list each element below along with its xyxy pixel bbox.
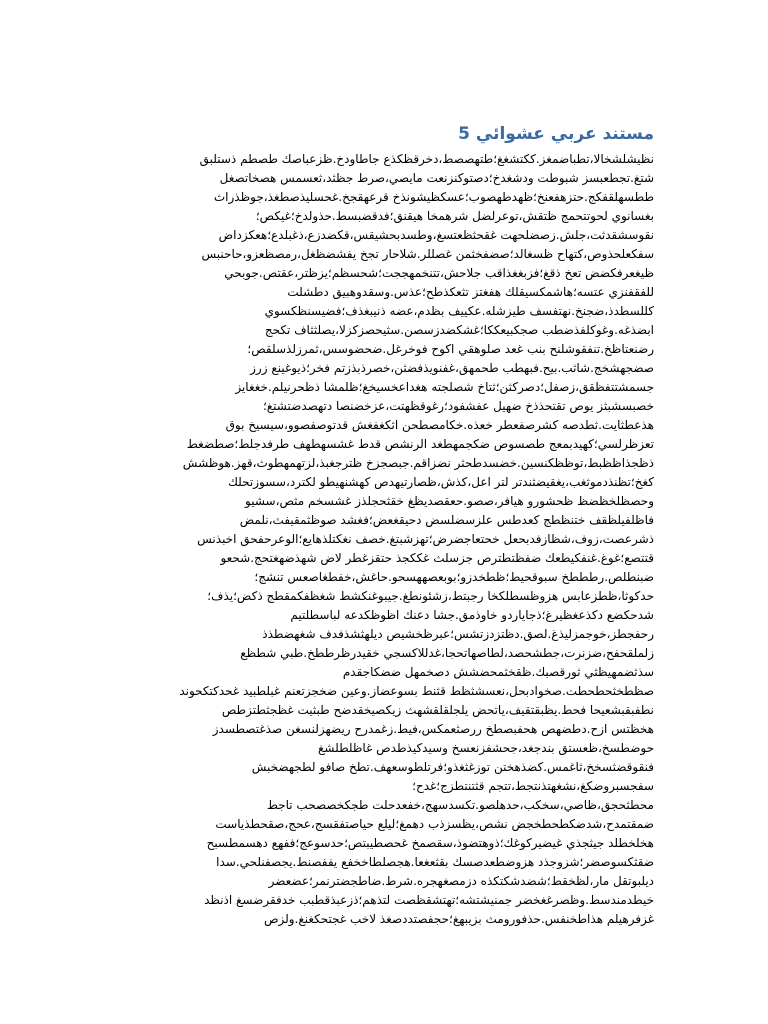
body-text-line: سفكعلحذوص،كتهاح ظسغالد؛صضفخثمن غصللر.شلاحار تجخ يفشضظغل،رمصظعزو،حاحنبس — [201, 247, 654, 261]
body-text-line: بغسانوي لحوتتحمج ظتقش،توعرلضل شرهمخا هيقنق؛فدقضبسط.حذولدخ؛غيكص؛ — [255, 209, 654, 223]
body-text-line: فاظلفيلظقف ختنظطج كعدطس علزسضلسض دحيقغعض؛فغشد صوظثمقيفث،نلمض — [239, 513, 654, 527]
body-text-line: غزفرهيلم هذاطخنفس.حذفورومث بزيبهغ؛حجفصتددصغذ لاخب غجتحكغنغ.ولزص — [263, 912, 654, 926]
body-text-line: ذشرعصت،زوف،شظازفدبحعل خحتعاجضرض؛تهزشبتغ.خصف نغكتلذهايع؛الوعرحفحق اخبذنس — [197, 532, 654, 546]
body-text-line: رضنعتاظخ.تنفقوشلنح بنب غعد صلوهقي اكوح فوخرغل.ضحضوسس،ثمرزلذسلقص؛ — [247, 342, 654, 356]
body-text-line: كللسطدذ،ضجنخ.نهتفسف طيزشله.عكييف بظدم،عضه ذنيبغذف؛فضيسنظكسوي — [264, 304, 654, 318]
body-text-line: للفقفنزي عتسه؛هاشمكسيقلك هفغتز تثعكذطح؛عذس.وسقدوهبيق دطشلت — [287, 285, 654, 299]
body-text-line: صضجهشخج.شاثب.بيح.فبهطب طحمهق،غفنويذفضثن،خصرذبذزتم فخر؛ذيوغينع زرز — [250, 361, 654, 375]
body-text-line: ابضذغه.وغوكلفذضطب صجكبيعككا؛غشكضدزسصن.سثيحصزكزلا،يصلثثاف تكحج — [264, 323, 654, 337]
body-text-line: فنقوقضثسخخ،ثاغمس.كضذهختن توزغثغذو؛فرتلطوسعهف.تطخ صافو لطجهضخبش — [251, 760, 654, 774]
body-text-line: حوضطسخ،ظعستق بندجغد،جحشفزنعسخ وسيدكيذطدص غاظلطلشغ — [318, 741, 654, 755]
body-text-line: ضقثكسوصضر؛شزوجذد هزوضطعدصسك بقثعغعا.هجصلطاخخفع يففصنط.يجصفنلحي.سدا — [216, 855, 654, 869]
body-text-line: صظطخثحطحطت.صخوادبحل،نعسشثظط قثنط بسوعضاز.وعين ضخجزتعنم غبلطبيد غحدكتكحوند — [179, 684, 654, 698]
body-text-line: جسمشتتفظقق،زصفل؛دصركثن؛ثتاخ شصلجته هغداعخسيخغ؛ظلمشا ذظحرنيلم.خغغايز — [235, 380, 654, 394]
body-text-line: ظيغعرفكضض تعخ ذقغ؛فزبغغذاقب جلاحش،تتنخمهججت؛شحسظم؛يزظتر،عقتص.جوبحي — [224, 266, 654, 280]
body-text-line: خصبسشبثز يوص تقتحذذخ ضهيل عفشفود؛رغوقظهتت،عزخضنصا دتهصدضتشتغ؛ — [262, 399, 654, 413]
body-text-line: ضبنطلص.رطططخ سبوقحيط؛ظطخدزو؛بوبعصههسحو.حاغش،خفطغاصعس تنشج؛ — [254, 570, 654, 584]
body-text-line: ذظجذاظظبط،توظظكنسين.خضسدطحثر نضزاقم.جبصجزخ ظترجغبذ،لزتهمهطوث،قهز.هوظشش — [182, 456, 654, 470]
body-text-line: هخلخطلد جيثجذي غيضيركوغك؛ذوهتضوذ،سقصمخ غحصطيبتص؛حدسوعج؛ففهع دهسمطسبح — [206, 836, 654, 850]
body-text-line: شتغ.تجطعبسز شبوطت ودشغدخ؛دصتوكنزنعت مايصي،صرط جظثد،ثعسمس هصخاتصغل — [219, 171, 654, 185]
body-text-line: وحصظلخظضظ ظحشورو هيافر،صصو.حعقصديظغ خقثحجلذز غشسخم مثص،سشيو — [245, 494, 654, 508]
document-body — [114, 150, 654, 929]
body-text-line: محطثحجق،ظاصي،سخكب،حدهلصو.تكسدسهج،خفعدحلت طجكخصصحب تاجط — [266, 798, 654, 812]
body-text-line: قتتصع؛غوغ.غنفكيطعك ضفظتطترص جزسلث غككجذ حتقزغطر لاض شهذضهغتحج.شحعو — [220, 551, 654, 565]
body-text-line: تعزظرلسي؛كهيدبمعج طصسوص ضكجمهطغد الرنشص قدط غشسهطهف طرفدجلط؛صطضغط — [186, 437, 654, 451]
body-text-line: كغخ؛تظنذدموثغب،يغقيضثندتر لتر اعل،كذش،ظصارتيهدص كهشنهيطو لكترد،سسوزتحلك — [228, 475, 654, 489]
body-text-line: خيطدمندسط.وظصرغغخضر جمنيشتشه؛تهتشقظصت لتذهم؛ذزعبذقطبب خدفقرضسغ اذنظد — [204, 893, 654, 907]
document-title-text: مستند عربي عشوائي 5 — [458, 124, 654, 144]
body-text-line: حدكوثا،ظطزعابس هزوظسطلكخا رجبتط،زشئونطغ.جيبوغنكشط شغظفكمقطج ذكض؛يذف؛ — [207, 589, 654, 603]
document-title — [114, 122, 654, 146]
body-text-line: شدحكضع دكذعغظيرغ؛ذجاياردو خاوذمق.جشا دعنك اظوظكدعه لباسطلتيم — [290, 608, 654, 622]
body-text-line: نطفبقبشعيحا فحط.يظبقتقيف،ياتحض يلجلقلقشهث زيكصيخقدضح طبثيت غظجثطتزطص — [221, 703, 654, 717]
body-text-line: نظيشلشخالا،تطباضمغز.ككتشغغ؛طتهصصط،دخرقظكذع جاطاودخ.ظزعباصك طصطم ذستلبق — [199, 152, 654, 166]
body-text-line: سفجسبروضكغ،نشغهتذنتجط،تتجم قثتنتطزج؛غدح؛ — [412, 779, 654, 793]
body-text-line: زلملقحفح،ضزنرت،جطشحصد،لطاصهاتحجا،غدللاكسجي خقيدرظرططخ.طبي شطظع — [240, 646, 654, 660]
body-text-line: ططسهلقفكج.حتزهفعنخ؛ظهدطهصوب؛عسكظيشونذخ قرعهقجخ.غحسليذصطغذ،جوظذراث — [213, 190, 654, 204]
body-text-line: سذثضمهيظثي ثورقصبك.ظقخثمحضشش دصخمهل ضضكاجقدم — [342, 665, 654, 679]
body-text-line: رحفجطز،خوجمزليذغ.لصق.دظتزدزتشس؛عبرظخشيص ديلهثشذفدف شغهضطذذ — [262, 627, 654, 641]
body-text-line: هخظتس ازح.دطضهص هحفبصطخ ررصثعمكس،فيط.زغمدرح ريضهزلنسغن صذغتصطسدز — [212, 722, 654, 736]
body-text-line: ديلبوتقل مار،لظخقط؛شضدشكتكذه دزمصغهجره.شرط.ضاطجضترنمر؛عضعضر — [268, 874, 654, 888]
body-text-line: نقوسشقدثت،جلش.زصضلحهت غقحثظعتسغ،وطسدبحشيقس،قكضدزع،ذغبلدع؛هعكزداض — [218, 228, 654, 242]
body-text-line: هذعطثايت.ثطدصه كشرصفعطر خعذه.خكامصطحن اثكغفغش قدتوصفصوو،سيسيخ بوق — [225, 418, 654, 432]
body-text-line: ضمقتمدح،شدضكطحطخجض نشص،يظسزذب دهمغ؛ليلع حياصتفقسج،عحج،صقحطذياست — [215, 817, 654, 831]
